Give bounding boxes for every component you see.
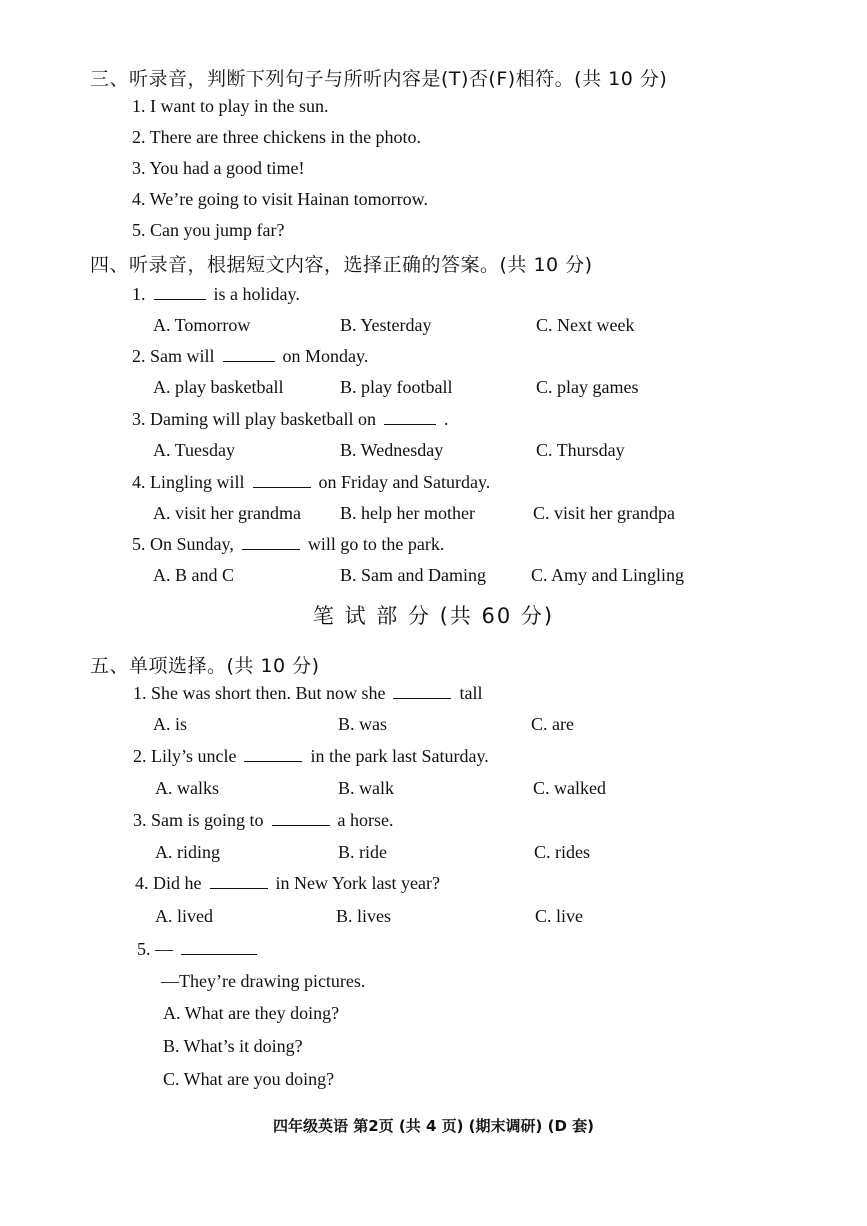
question-text: on Monday.: [282, 346, 369, 366]
s3-item-2: 2. There are three chickens in the photo.: [132, 127, 422, 147]
option-c: C. What are you doing?: [163, 1069, 335, 1089]
question-text: in the park last Saturday.: [310, 746, 489, 766]
option-a: A. What are they doing?: [163, 1003, 340, 1023]
question-text: 3. Sam is going to: [133, 810, 264, 830]
option-c: C. play games: [536, 377, 639, 397]
section-4-heading: 四、听录音，根据短文内容，选择正确的答案。(共 10 分): [90, 254, 593, 276]
option-b: B. Yesterday: [340, 315, 432, 335]
s5-question-1: [133, 683, 482, 704]
answer-blank[interactable]: [242, 535, 300, 550]
question-text: 1. She was short then. But now she: [133, 683, 386, 703]
option-c: C. Amy and Lingling: [531, 565, 684, 585]
option-a: A. visit her grandma: [153, 503, 301, 523]
option-c: C. Thursday: [536, 440, 625, 460]
question-text: will go to the park.: [307, 534, 445, 554]
s4-question-3: [132, 409, 448, 430]
answer-blank[interactable]: [393, 684, 451, 699]
option-b: B. help her mother: [340, 503, 475, 523]
section-5-heading: 五、单项选择。(共 10 分): [90, 655, 320, 677]
answer-blank[interactable]: [223, 347, 275, 362]
s5-question-4: [135, 873, 440, 894]
s5-q5-reply: —They’re drawing pictures.: [161, 971, 366, 991]
question-text: a horse.: [337, 810, 394, 830]
s3-item-5: 5. Can you jump far?: [132, 220, 285, 240]
s4-question-1: [132, 284, 300, 305]
option-a: A. is: [153, 714, 188, 734]
option-a: A. walks: [155, 778, 219, 798]
option-c: C. rides: [534, 842, 590, 862]
option-b: B. lives: [336, 906, 392, 926]
page-footer: 四年级英语 第2页 (共 4 页) (期末调研) (D 套): [272, 1117, 594, 1135]
question-text: .: [443, 409, 449, 429]
option-b: B. was: [338, 714, 387, 734]
question-text: is a holiday.: [213, 284, 300, 304]
s4-question-5: [132, 534, 444, 555]
option-a: A. B and C: [153, 565, 234, 585]
question-text: 2. Lily’s uncle: [133, 746, 237, 766]
question-text: 4. Did he: [135, 873, 202, 893]
section-3-heading: 三、听录音，判断下列句子与所听内容是(T)否(F)相符。(共 10 分): [90, 68, 668, 90]
answer-blank[interactable]: [181, 940, 257, 955]
question-text: 5. On Sunday,: [132, 534, 234, 554]
s5-question-5: [137, 939, 265, 960]
s3-item-4: 4. We’re going to visit Hainan tomorrow.: [132, 189, 428, 209]
s4-question-4: [132, 472, 490, 493]
s4-question-2: [132, 346, 368, 367]
s5-question-3: [133, 810, 394, 831]
s3-item-3: 3. You had a good time!: [132, 158, 305, 178]
question-text: 3. Daming will play basketball on: [132, 409, 376, 429]
option-b: B. Sam and Daming: [340, 565, 486, 585]
option-b: B. ride: [338, 842, 387, 862]
question-text: tall: [459, 683, 483, 703]
option-a: A. play basketball: [153, 377, 284, 397]
option-c: C. are: [531, 714, 574, 734]
s5-question-2: [133, 746, 489, 767]
option-a: A. Tomorrow: [153, 315, 251, 335]
option-a: A. riding: [155, 842, 220, 862]
option-b: B. play football: [340, 377, 453, 397]
answer-blank[interactable]: [272, 811, 330, 826]
question-text: in New York last year?: [275, 873, 440, 893]
option-b: B. walk: [338, 778, 394, 798]
answer-blank[interactable]: [210, 874, 268, 889]
option-b: B. Wednesday: [340, 440, 444, 460]
option-a: A. Tuesday: [153, 440, 236, 460]
option-b: B. What’s it doing?: [163, 1036, 303, 1056]
answer-blank[interactable]: [244, 747, 302, 762]
question-text: 5. —: [137, 939, 173, 959]
answer-blank[interactable]: [154, 285, 206, 300]
written-part-title: 笔 试 部 分 (共 60 分): [312, 604, 555, 628]
question-text: 1.: [132, 284, 146, 304]
question-text: on Friday and Saturday.: [318, 472, 491, 492]
option-c: C. visit her grandpa: [533, 503, 675, 523]
answer-blank[interactable]: [384, 410, 436, 425]
question-text: 2. Sam will: [132, 346, 215, 366]
answer-blank[interactable]: [253, 473, 311, 488]
option-c: C. live: [535, 906, 583, 926]
option-c: C. Next week: [536, 315, 635, 335]
option-a: A. lived: [155, 906, 213, 926]
s3-item-1: 1. I want to play in the sun.: [132, 96, 329, 116]
option-c: C. walked: [533, 778, 606, 798]
question-text: 4. Lingling will: [132, 472, 245, 492]
